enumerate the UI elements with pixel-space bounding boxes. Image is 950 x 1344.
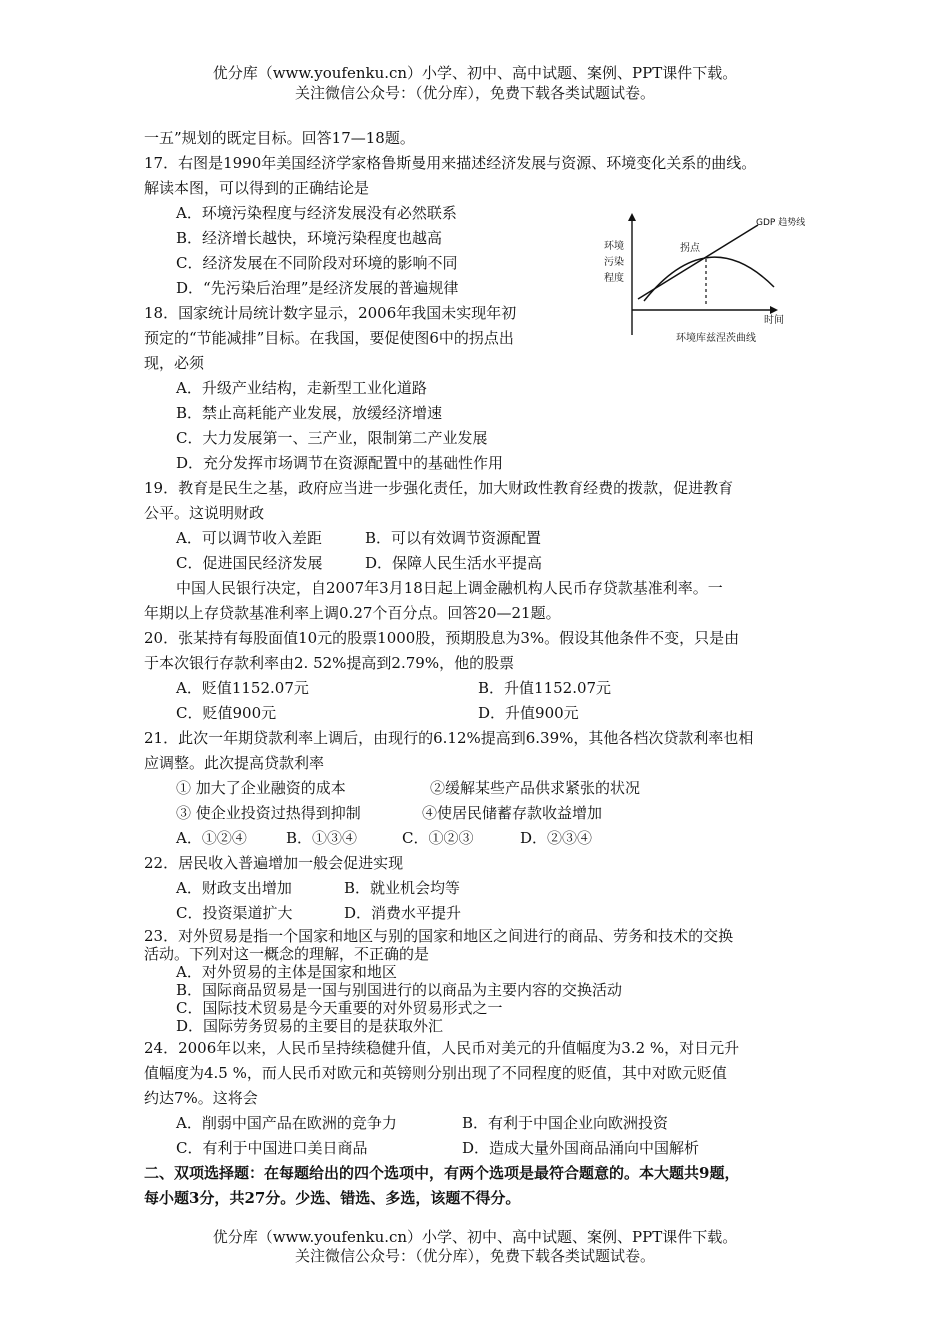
q18-stem-line-1: 18．国家统计局统计数字显示，2006年我国未实现年初 xyxy=(144,304,517,322)
q19-option-d: D．保障人民生活水平提高 xyxy=(365,554,543,572)
y-axis-label-2: 污染 xyxy=(604,257,624,268)
q22-option-a: A．财政支出增加 xyxy=(176,879,292,897)
q23-stem-line-1: 23．对外贸易是指一个国家和地区与别的国家和地区之间进行的商品、劳务和技术的交换 xyxy=(144,927,734,945)
intro-text: 一五”规划的既定目标。回答17—18题。 xyxy=(144,129,415,147)
q23-option-c: C．国际技术贸易是今天重要的对外贸易形式之一 xyxy=(176,999,503,1017)
q18-stem-line-2: 预定的“节能减排”目标。在我国，要促使图6中的拐点出 xyxy=(144,329,514,347)
q24-option-d: D．造成大量外国商品涌向中国解析 xyxy=(462,1139,700,1157)
q20-option-a: A．贬值1152.07元 xyxy=(176,679,309,697)
q20-option-b: B．升值1152.07元 xyxy=(478,679,612,697)
q21-stem-line-2: 应调整。此次提高贷款利率 xyxy=(144,754,325,772)
q18-option-d: D．充分发挥市场调节在资源配置中的基础性作用 xyxy=(176,454,504,472)
y-axis-label-1: 环境 xyxy=(604,241,624,252)
q17-option-b: B．经济增长越快，环境污染程度也越高 xyxy=(176,229,443,247)
y-axis-label-3: 程度 xyxy=(604,273,624,284)
q18-option-c: C．大力发展第一、三产业，限制第二产业发展 xyxy=(176,429,488,447)
q18-stem-line-3: 现，必须 xyxy=(144,354,205,372)
q24-option-c: C．有利于中国进口美日商品 xyxy=(176,1139,368,1157)
q22-option-d: D．消费水平提升 xyxy=(344,904,462,922)
q24-option-a: A．削弱中国产品在欧洲的竞争力 xyxy=(176,1114,397,1132)
q21-option-b: B．①③④ xyxy=(286,829,358,847)
q21-statement-1: ① 加大了企业融资的成本 xyxy=(176,779,346,797)
q21-statement-4: ④使居民储蓄存款收益增加 xyxy=(422,804,603,822)
q20-option-d: D．升值900元 xyxy=(478,704,579,722)
q18-option-a: A．升级产业结构，走新型工业化道路 xyxy=(176,379,427,397)
kuznets-curve-figure xyxy=(598,213,820,363)
q24-stem-line-2: 值幅度为4.5 %，而人民币对欧元和英镑则分别出现了不同程度的贬值，其中对欧元贬值 xyxy=(144,1064,727,1082)
q17-option-a: A．环境污染程度与经济发展没有必然联系 xyxy=(176,204,457,222)
page-footer-line-1: 优分库（www.youfenku.cn）小学、初中、高中试题、案例、PPT课件下载。 xyxy=(212,1228,738,1246)
turning-point-label: 拐点 xyxy=(680,243,700,254)
section-2-heading-line-2: 每小题3分，共27分。少选、错选、多选，该题不得分。 xyxy=(144,1189,521,1207)
q21-statement-3: ③ 使企业投资过热得到抑制 xyxy=(176,804,361,822)
q17-option-c: C．经济发展在不同阶段对环境的影响不同 xyxy=(176,254,458,272)
x-axis-arrow xyxy=(770,306,778,314)
page-header-line-1: 优分库（www.youfenku.cn）小学、初中、高中试题、案例、PPT课件下载。 xyxy=(212,64,738,82)
q17-stem-line-1: 17．右图是1990年美国经济学家格鲁斯曼用来描述经济发展与资源、环境变化关系的曲线。 xyxy=(144,154,757,172)
q23-option-a: A．对外贸易的主体是国家和地区 xyxy=(176,963,397,981)
material-line-1: 中国人民银行决定，自2007年3月18日起上调金融机构人民币存贷款基准利率。一 xyxy=(176,579,723,597)
q19-option-a: A．可以调节收入差距 xyxy=(176,529,322,547)
kuznets-curve xyxy=(644,257,774,301)
q22-option-b: B．就业机会均等 xyxy=(344,879,461,897)
q21-option-c: C．①②③ xyxy=(402,829,474,847)
q19-option-b: B．可以有效调节资源配置 xyxy=(365,529,542,547)
q24-stem-line-1: 24．2006年以来，人民币呈持续稳健升值，人民币对美元的升值幅度为3.2 %，对日元升 xyxy=(144,1039,740,1057)
q19-stem-line-1: 19．教育是民生之基，政府应当进一步强化责任，加大财政性教育经费的拨款，促进教育 xyxy=(144,479,734,497)
material-line-2: 年期以上存贷款基准利率上调0.27个百分点。回答20—21题。 xyxy=(144,604,561,622)
q20-stem-line-2: 于本次银行存款利率由2. 52%提高到2.79%，他的股票 xyxy=(144,654,515,672)
q20-stem-line-1: 20．张某持有每股面值10元的股票1000股，预期股息为3%。假设其他条件不变，只是由 xyxy=(144,629,740,647)
q20-option-c: C．贬值900元 xyxy=(176,704,277,722)
section-2-heading-line-1: 二、双项选择题：在每题给出的四个选项中，有两个选项是最符合题意的。本大题共9题， xyxy=(144,1164,740,1182)
q22-option-c: C．投资渠道扩大 xyxy=(176,904,293,922)
page-header-line-2: 关注微信公众号：（优分库），免费下载各类试题试卷。 xyxy=(294,84,655,102)
q21-option-a: A．①②④ xyxy=(176,829,247,847)
x-axis-label: 时间 xyxy=(764,315,784,326)
figure-caption: 环境库兹涅茨曲线 xyxy=(676,333,756,344)
q17-stem-line-2: 解读本图，可以得到的正确结论是 xyxy=(144,179,370,197)
q18-option-b: B．禁止高耗能产业发展，放缓经济增速 xyxy=(176,404,443,422)
q24-option-b: B．有利于中国企业向欧洲投资 xyxy=(462,1114,669,1132)
q21-statement-2: ②缓解某些产品供求紧张的状况 xyxy=(430,779,641,797)
y-axis-arrow xyxy=(628,213,636,221)
q22-stem: 22．居民收入普遍增加一般会促进实现 xyxy=(144,854,404,872)
q24-stem-line-3: 约达7%。这将会 xyxy=(144,1089,258,1107)
q17-option-d: D．“先污染后治理”是经济发展的普遍规律 xyxy=(176,279,459,297)
q23-option-b: B．国际商品贸易是一国与别国进行的以商品为主要内容的交换活动 xyxy=(176,981,623,999)
q21-stem-line-1: 21．此次一年期贷款利率上调后，由现行的6.12%提高到6.39%，其他各档次贷款利率也相 xyxy=(144,729,754,747)
q19-option-c: C．促进国民经济发展 xyxy=(176,554,323,572)
gdp-trend-label: GDP 趋势线 xyxy=(756,218,806,228)
page-footer-line-2: 关注微信公众号：（优分库），免费下载各类试题试卷。 xyxy=(294,1247,655,1265)
q23-stem-line-2: 活动。下列对这一概念的理解，不正确的是 xyxy=(144,945,430,963)
q23-option-d: D．国际劳务贸易的主要目的是获取外汇 xyxy=(176,1017,444,1035)
q19-stem-line-2: 公平。这说明财政 xyxy=(144,504,265,522)
q21-option-d: D．②③④ xyxy=(520,829,593,847)
